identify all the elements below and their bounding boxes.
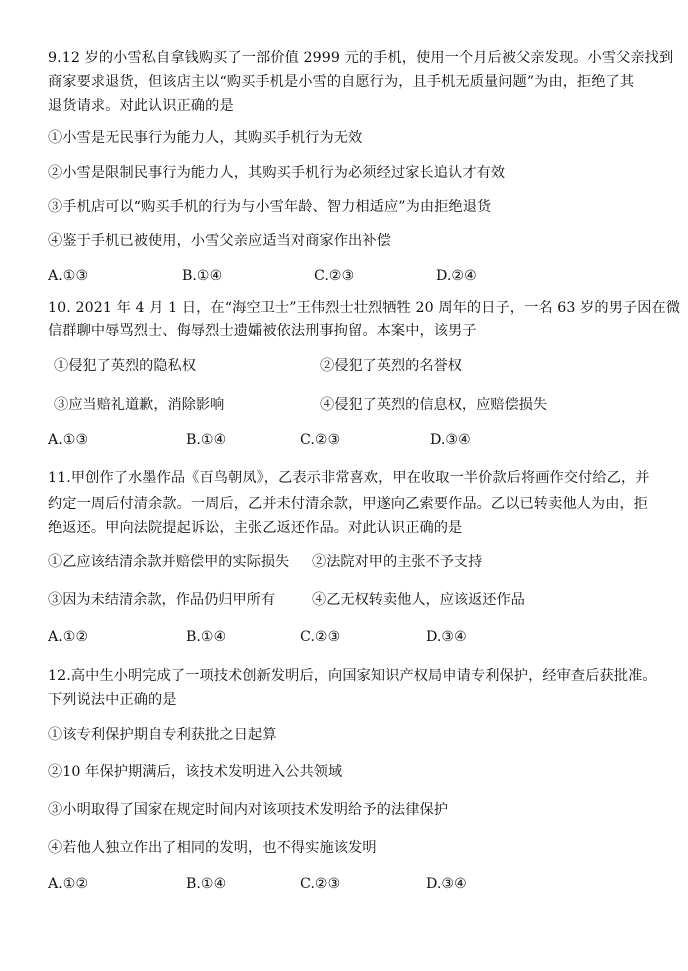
q10-item-1: ①侵犯了英烈的隐私权 <box>54 358 196 374</box>
q10-option-b: B.①④ <box>186 432 227 448</box>
q10-option-c: C.②③ <box>300 432 341 448</box>
q9-stem-line-2: 商家要求退货，但该店主以“购买手机是小雪的自愿行为，且手机无质量问题”为由，拒绝了其 <box>48 74 635 90</box>
q12-option-d: D.③④ <box>426 876 467 892</box>
q9-option-c: C.②③ <box>314 268 355 284</box>
q12-item-2: ②10 年保护期满后，该技术发明进入公共领域 <box>48 764 343 780</box>
q10-stem-line-1: 10. 2021 年 4 月 1 日，在“海空卫士”王伟烈士壮烈牺牲 20 周年的日子，一名 63 岁的男子因在微 <box>48 300 681 316</box>
q9-option-b: B.①④ <box>182 268 223 284</box>
q10-stem-line-2: 信群聊中辱骂烈士、侮辱烈士遗孀被依法刑事拘留。本案中，该男子 <box>48 323 477 339</box>
q9-option-a: A.①③ <box>48 268 89 284</box>
q11-option-c: C.②③ <box>300 629 341 645</box>
q11-option-a: A.①② <box>48 629 89 645</box>
q10-item-2: ②侵犯了英烈的名誉权 <box>320 358 462 374</box>
q9-stem-line-1: 9.12 岁的小雪私自拿钱购买了一部价值 2999 元的手机，使用一个月后被父亲发现。小雪父亲找到 <box>48 50 674 66</box>
q12-item-4: ④若他人独立作出了相同的发明，也不得实施该发明 <box>48 840 377 856</box>
q10-option-d: D.③④ <box>430 432 471 448</box>
q12-option-c: C.②③ <box>300 876 341 892</box>
q9-stem-line-3: 退货请求。对此认识正确的是 <box>48 98 234 114</box>
q9-item-1: ①小雪是无民事行为能力人，其购买手机行为无效 <box>48 130 363 146</box>
q11-option-d: D.③④ <box>426 629 467 645</box>
q10-option-a: A.①③ <box>48 432 89 448</box>
q11-option-b: B.①④ <box>186 629 227 645</box>
q11-item-2: ②法院对甲的主张不予支持 <box>312 554 483 570</box>
q12-item-1: ①该专利保护期自专利获批之日起算 <box>48 727 277 743</box>
q12-stem-line-1: 12.高中生小明完成了一项技术创新发明后，向国家知识产权局申请专利保护，经审查后获批准。 <box>48 668 657 684</box>
q9-item-3: ③手机店可以“购买手机的行为与小雪年龄、智力相适应”为由拒绝退货 <box>48 199 492 215</box>
q10-item-4: ④侵犯了英烈的信息权，应赔偿损失 <box>320 397 548 413</box>
q11-item-3: ③因为未结清余款，作品仍归甲所有 <box>48 592 276 608</box>
q9-item-4: ④鉴于手机已被使用，小雪父亲应适当对商家作出补偿 <box>48 233 391 249</box>
q11-stem-line-3: 绝返还。甲向法院提起诉讼，主张乙返还作品。对此认识正确的是 <box>48 520 463 536</box>
q12-option-b: B.①④ <box>186 876 227 892</box>
q9-option-d: D.②④ <box>436 268 477 284</box>
q11-item-4: ④乙无权转卖他人，应该返还作品 <box>312 592 525 608</box>
q11-stem-line-2: 约定一周后付清余款。一周后，乙并未付清余款，甲遂向乙索要作品。乙以已转卖他人为由，拒 <box>48 496 649 512</box>
q12-option-a: A.①② <box>48 876 89 892</box>
q9-item-2: ②小雪是限制民事行为能力人，其购买手机行为必须经过家长追认才有效 <box>48 165 506 181</box>
q12-stem-line-2: 下列说法中正确的是 <box>48 692 177 708</box>
q11-item-1: ①乙应该结清余款并赔偿甲的实际损失 <box>48 554 290 570</box>
q10-item-3: ③应当赔礼道歉，消除影响 <box>54 397 225 413</box>
q11-stem-line-1: 11.甲创作了水墨作品《百鸟朝凤》，乙表示非常喜欢，甲在收取一半价款后将画作交付给乙，并 <box>48 470 650 486</box>
q12-item-3: ③小明取得了国家在规定时间内对该项技术发明给予的法律保护 <box>48 802 449 818</box>
